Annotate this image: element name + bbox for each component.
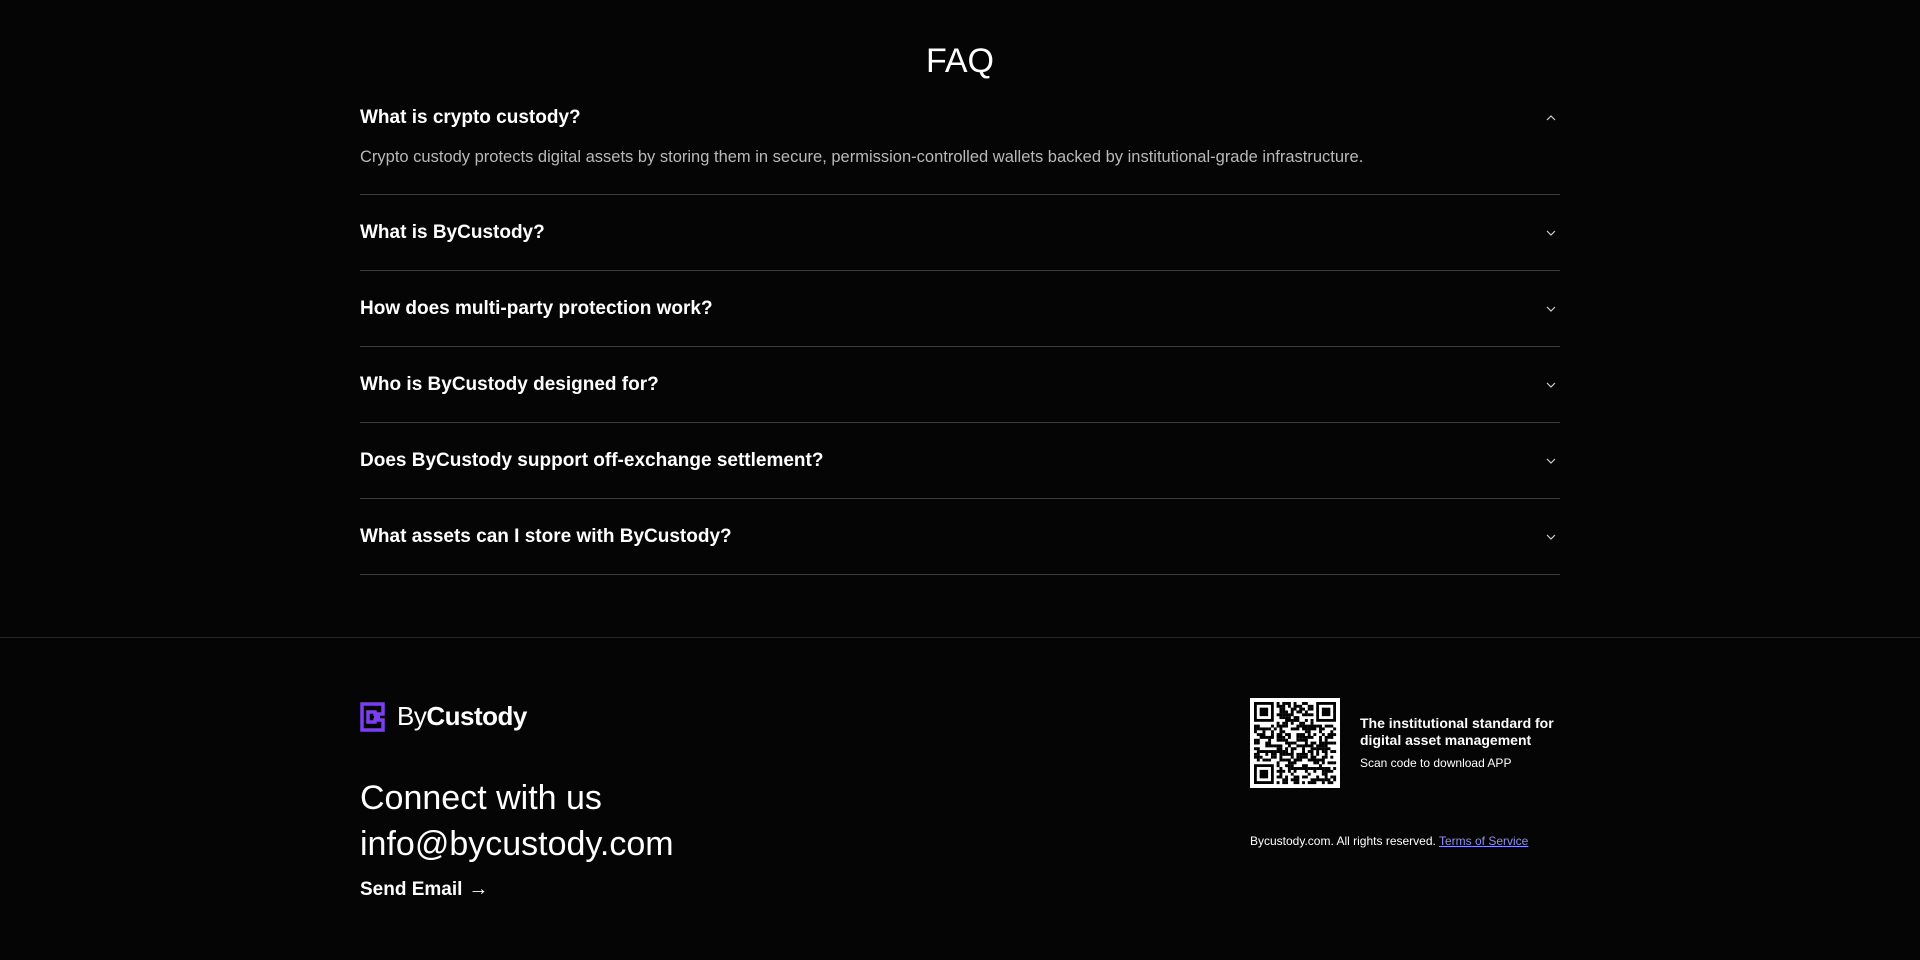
copyright-text: Bycustody.com. All rights reserved. <box>1250 834 1436 848</box>
chevron-down-icon <box>1544 530 1558 544</box>
chevron-down-icon <box>1544 378 1558 392</box>
faq-question-toggle[interactable] <box>360 195 1560 270</box>
footer-logo[interactable] <box>360 701 527 732</box>
faq-question-toggle[interactable] <box>360 499 1560 574</box>
chevron-down-icon <box>1544 454 1558 468</box>
chevron-down-icon <box>1544 226 1558 240</box>
logo-text-custody: Custody <box>426 701 527 731</box>
arrow-right-icon: → <box>468 878 489 900</box>
send-email-label: Send Email <box>360 878 463 900</box>
copyright-line <box>1250 834 1528 848</box>
footer <box>0 637 1920 960</box>
chevron-up-icon <box>1544 111 1558 125</box>
faq-question: What assets can I store with ByCustody? <box>360 525 732 547</box>
faq-item <box>360 499 1560 575</box>
send-email-link[interactable] <box>360 878 488 901</box>
chevron-down-icon <box>1544 302 1558 316</box>
terms-of-service-link[interactable]: Terms of Service <box>1438 834 1529 848</box>
faq-list <box>360 94 1560 575</box>
faq-question: How does multi-party protection work? <box>360 297 713 319</box>
faq-question-toggle[interactable] <box>360 347 1560 422</box>
faq-item <box>360 423 1560 499</box>
faq-question-toggle[interactable] <box>360 94 1560 142</box>
qr-subtext: Scan code to download APP <box>1360 756 1512 770</box>
qr-headline: The institutional standard for digital asset management <box>1360 715 1554 748</box>
qr-code-icon <box>1250 698 1340 788</box>
faq-item <box>360 347 1560 423</box>
connect-block <box>360 775 674 867</box>
faq-item <box>360 271 1560 347</box>
contact-email[interactable]: info@bycustody.com <box>360 825 674 863</box>
logo-text <box>397 701 527 732</box>
faq-answer: Crypto custody protects digital assets by storing them in secure, permission-controlled wallets backed by institutional-grade infrastructure. <box>360 148 1364 166</box>
faq-question: Does ByCustody support off-exchange settlement? <box>360 449 824 471</box>
faq-item <box>360 94 1560 195</box>
app-download-info <box>1360 715 1560 770</box>
bycustody-logo-icon <box>360 702 387 732</box>
faq-title: FAQ <box>925 42 995 80</box>
logo-text-by: By <box>397 701 427 731</box>
faq-question: Who is ByCustody designed for? <box>360 373 659 395</box>
faq-question-toggle[interactable] <box>360 423 1560 498</box>
faq-question: What is crypto custody? <box>360 107 581 128</box>
faq-item <box>360 195 1560 271</box>
connect-heading: Connect with us <box>360 779 602 817</box>
faq-question: What is ByCustody? <box>360 221 545 243</box>
faq-question-toggle[interactable] <box>360 271 1560 346</box>
